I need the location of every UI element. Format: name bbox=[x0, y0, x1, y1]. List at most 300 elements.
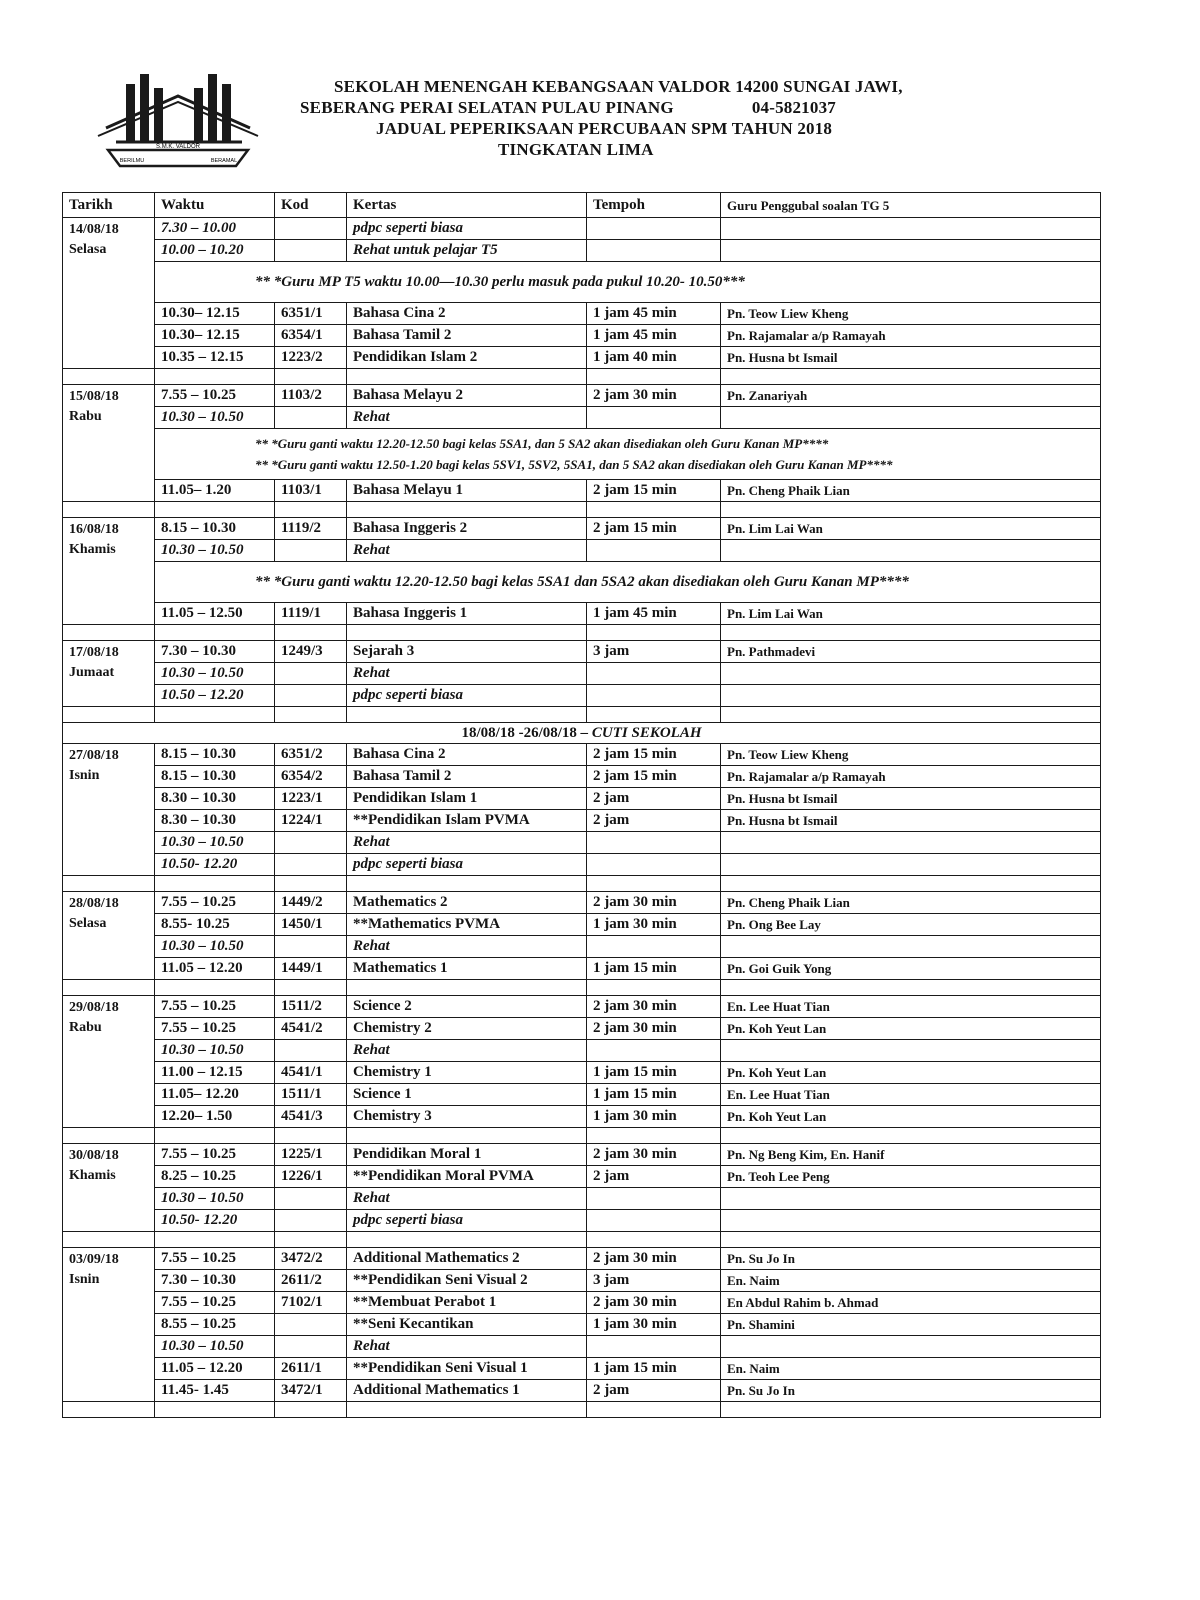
cell-tempoh: 1 jam 15 min bbox=[587, 1084, 721, 1106]
cell-tempoh: 2 jam 30 min bbox=[587, 385, 721, 407]
cell-kod: 4541/3 bbox=[275, 1106, 347, 1128]
cell-waktu: 7.30 – 10.00 bbox=[155, 218, 275, 240]
cell-waktu: 10.30 – 10.50 bbox=[155, 540, 275, 562]
cell-kod: 3472/2 bbox=[275, 1248, 347, 1270]
spacer-cell bbox=[721, 1128, 1101, 1144]
table-row bbox=[63, 480, 1101, 502]
cell-waktu: 8.55- 10.25 bbox=[155, 914, 275, 936]
table-row bbox=[63, 663, 1101, 685]
cell-kertas: Science 2 bbox=[347, 996, 587, 1018]
table-row bbox=[63, 788, 1101, 810]
exam-date: 27/08/18 bbox=[69, 748, 119, 763]
cell-tarikh bbox=[63, 744, 155, 876]
cell-tarikh bbox=[63, 218, 155, 369]
spacer-cell bbox=[721, 1402, 1101, 1418]
cell-guru: Pn. Teoh Lee Peng bbox=[721, 1166, 1101, 1188]
cell-kod: 1449/2 bbox=[275, 892, 347, 914]
spacer-cell bbox=[155, 502, 275, 518]
spacer-cell bbox=[587, 876, 721, 892]
cell-kertas: **Membuat Perabot 1 bbox=[347, 1292, 587, 1314]
spacer-cell bbox=[155, 1232, 275, 1248]
spacer-cell bbox=[155, 980, 275, 996]
cell-kertas: Additional Mathematics 1 bbox=[347, 1380, 587, 1402]
cell-tempoh: 2 jam 15 min bbox=[587, 766, 721, 788]
cell-tempoh bbox=[587, 663, 721, 685]
col-waktu: Waktu bbox=[155, 193, 275, 218]
spacer-cell bbox=[721, 502, 1101, 518]
spacer-cell bbox=[347, 707, 587, 723]
cell-kertas: Additional Mathematics 2 bbox=[347, 1248, 587, 1270]
cell-kertas: Mathematics 2 bbox=[347, 892, 587, 914]
spacer-cell bbox=[275, 502, 347, 518]
col-tempoh: Tempoh bbox=[587, 193, 721, 218]
spacer-cell bbox=[63, 625, 155, 641]
exam-date: 16/08/18 bbox=[69, 522, 119, 537]
cell-kod bbox=[275, 540, 347, 562]
spacer-cell bbox=[275, 707, 347, 723]
cell-kertas: Bahasa Cina 2 bbox=[347, 303, 587, 325]
cell-tempoh bbox=[587, 1336, 721, 1358]
exam-date: 28/08/18 bbox=[69, 896, 119, 911]
cell-waktu: 10.30 – 10.50 bbox=[155, 663, 275, 685]
spacer-cell bbox=[63, 1232, 155, 1248]
cell-waktu: 11.05 – 12.50 bbox=[155, 603, 275, 625]
cell-waktu: 11.00 – 12.15 bbox=[155, 1062, 275, 1084]
table-row bbox=[63, 1040, 1101, 1062]
cell-waktu: 10.50 – 12.20 bbox=[155, 685, 275, 707]
school-logo bbox=[96, 70, 260, 174]
cell-kod: 1450/1 bbox=[275, 914, 347, 936]
exam-day: Jumaat bbox=[69, 665, 115, 680]
cell-waktu: 8.30 – 10.30 bbox=[155, 788, 275, 810]
table-row bbox=[63, 641, 1101, 663]
cell-kod bbox=[275, 1314, 347, 1336]
table-row bbox=[63, 685, 1101, 707]
cell-kod bbox=[275, 936, 347, 958]
school-name: SEKOLAH MENENGAH KEBANGSAAN VALDOR 14200 SUNGAI JAWI, bbox=[334, 77, 903, 96]
spacer-cell bbox=[63, 1128, 155, 1144]
cell-tempoh bbox=[587, 854, 721, 876]
table-row bbox=[63, 892, 1101, 914]
table-row bbox=[63, 1314, 1101, 1336]
table-row bbox=[63, 854, 1101, 876]
cell-kod: 1449/1 bbox=[275, 958, 347, 980]
cell-guru bbox=[721, 218, 1101, 240]
cell-kertas: Bahasa Melayu 2 bbox=[347, 385, 587, 407]
cell-kertas: Chemistry 2 bbox=[347, 1018, 587, 1040]
cell-waktu: 10.30– 12.15 bbox=[155, 325, 275, 347]
cell-kertas: Rehat bbox=[347, 663, 587, 685]
spacer-cell bbox=[155, 625, 275, 641]
cell-waktu: 11.05 – 12.20 bbox=[155, 958, 275, 980]
spacer-cell bbox=[275, 1402, 347, 1418]
cell-kertas: Rehat bbox=[347, 1040, 587, 1062]
spacer-cell bbox=[721, 876, 1101, 892]
spacer-cell bbox=[63, 876, 155, 892]
cell-tempoh bbox=[587, 218, 721, 240]
spacer-row bbox=[63, 980, 1101, 996]
cell-tempoh: 1 jam 30 min bbox=[587, 914, 721, 936]
cell-tempoh: 2 jam 15 min bbox=[587, 480, 721, 502]
cell-waktu: 8.30 – 10.30 bbox=[155, 810, 275, 832]
note-row bbox=[63, 429, 1101, 480]
cell-waktu: 10.30 – 10.50 bbox=[155, 1336, 275, 1358]
table-row bbox=[63, 744, 1101, 766]
document-subtitle: TINGKATAN LIMA bbox=[498, 140, 654, 159]
cell-kod: 6351/1 bbox=[275, 303, 347, 325]
spacer-cell bbox=[587, 1402, 721, 1418]
cell-kod bbox=[275, 240, 347, 262]
cell-waktu: 7.55 – 10.25 bbox=[155, 1248, 275, 1270]
table-row bbox=[63, 347, 1101, 369]
cell-kertas: Pendidikan Islam 1 bbox=[347, 788, 587, 810]
spacer-cell bbox=[275, 876, 347, 892]
cell-kertas: pdpc seperti biasa bbox=[347, 854, 587, 876]
table-row bbox=[63, 1144, 1101, 1166]
cell-kod bbox=[275, 685, 347, 707]
cell-kod: 1511/1 bbox=[275, 1084, 347, 1106]
school-address: SEBERANG PERAI SELATAN PULAU PINANG 04-5821037 bbox=[300, 98, 836, 117]
school-phone: 04-5821037 bbox=[751, 98, 836, 117]
cell-kertas: pdpc seperti biasa bbox=[347, 218, 587, 240]
table-row bbox=[63, 540, 1101, 562]
table-row bbox=[63, 1018, 1101, 1040]
cell-kertas: Bahasa Cina 2 bbox=[347, 744, 587, 766]
cell-tempoh: 1 jam 15 min bbox=[587, 1358, 721, 1380]
table-row bbox=[63, 1188, 1101, 1210]
cell-guru: Pn. Teow Liew Kheng bbox=[721, 744, 1101, 766]
note-row bbox=[63, 562, 1101, 603]
exam-date: 14/08/18 bbox=[69, 222, 119, 237]
spacer-cell bbox=[347, 625, 587, 641]
cell-guru bbox=[721, 1188, 1101, 1210]
table-row bbox=[63, 325, 1101, 347]
spacer-cell bbox=[347, 876, 587, 892]
cell-kertas: **Pendidikan Seni Visual 1 bbox=[347, 1358, 587, 1380]
spacer-cell bbox=[275, 369, 347, 385]
holiday-label: – CUTI SEKOLAH bbox=[580, 724, 702, 741]
table-row bbox=[63, 1358, 1101, 1380]
cell-guru: Pn. Husna bt Ismail bbox=[721, 788, 1101, 810]
exam-date: 30/08/18 bbox=[69, 1148, 119, 1163]
cell-kertas: **Pendidikan Seni Visual 2 bbox=[347, 1270, 587, 1292]
header-row bbox=[63, 193, 1101, 218]
cell-kertas: Pendidikan Moral 1 bbox=[347, 1144, 587, 1166]
cell-waktu: 7.55 – 10.25 bbox=[155, 996, 275, 1018]
col-tarikh: Tarikh bbox=[63, 193, 155, 218]
cell-waktu: 7.55 – 10.25 bbox=[155, 1292, 275, 1314]
table-row bbox=[63, 1292, 1101, 1314]
cell-waktu: 7.55 – 10.25 bbox=[155, 385, 275, 407]
spacer-cell bbox=[347, 369, 587, 385]
note-text: ** *Guru ganti waktu 12.20-12.50 bagi kelas 5SA1 dan 5SA2 akan disediakan oleh Guru Kanan MP**** bbox=[155, 562, 1101, 603]
exam-day: Rabu bbox=[69, 409, 102, 424]
spacer-row bbox=[63, 707, 1101, 723]
table-row bbox=[63, 914, 1101, 936]
cell-guru: En. Naim bbox=[721, 1358, 1101, 1380]
exam-day: Khamis bbox=[69, 542, 116, 557]
col-kertas: Kertas bbox=[347, 193, 587, 218]
cell-kod: 1223/2 bbox=[275, 347, 347, 369]
cell-waktu: 10.00 – 10.20 bbox=[155, 240, 275, 262]
spacer-cell bbox=[347, 1402, 587, 1418]
cell-waktu: 10.50- 12.20 bbox=[155, 1210, 275, 1232]
cell-kertas: pdpc seperti biasa bbox=[347, 1210, 587, 1232]
cell-tempoh: 3 jam bbox=[587, 1270, 721, 1292]
table-row bbox=[63, 385, 1101, 407]
cell-guru: En. Lee Huat Tian bbox=[721, 996, 1101, 1018]
holiday-text bbox=[63, 723, 1101, 744]
cell-tempoh: 2 jam bbox=[587, 1380, 721, 1402]
cell-waktu: 10.50- 12.20 bbox=[155, 854, 275, 876]
cell-tempoh: 1 jam 30 min bbox=[587, 1314, 721, 1336]
spacer-cell bbox=[587, 369, 721, 385]
cell-guru: Pn. Koh Yeut Lan bbox=[721, 1018, 1101, 1040]
cell-guru: En. Lee Huat Tian bbox=[721, 1084, 1101, 1106]
cell-guru: En Abdul Rahim b. Ahmad bbox=[721, 1292, 1101, 1314]
cell-kertas: Rehat bbox=[347, 407, 587, 429]
cell-guru bbox=[721, 407, 1101, 429]
table-row bbox=[63, 240, 1101, 262]
cell-tempoh bbox=[587, 240, 721, 262]
exam-day: Isnin bbox=[69, 768, 100, 783]
cell-tempoh bbox=[587, 407, 721, 429]
cell-tempoh: 2 jam bbox=[587, 810, 721, 832]
cell-guru: Pn. Ong Bee Lay bbox=[721, 914, 1101, 936]
col-kod: Kod bbox=[275, 193, 347, 218]
cell-kertas: Chemistry 1 bbox=[347, 1062, 587, 1084]
cell-kod bbox=[275, 1188, 347, 1210]
cell-tarikh bbox=[63, 641, 155, 707]
table-row bbox=[63, 218, 1101, 240]
spacer-cell bbox=[63, 1402, 155, 1418]
spacer-cell bbox=[275, 980, 347, 996]
cell-tempoh: 2 jam 15 min bbox=[587, 744, 721, 766]
cell-waktu: 12.20– 1.50 bbox=[155, 1106, 275, 1128]
cell-kertas: **Pendidikan Moral PVMA bbox=[347, 1166, 587, 1188]
spacer-cell bbox=[155, 1128, 275, 1144]
cell-kod: 1226/1 bbox=[275, 1166, 347, 1188]
cell-guru: En. Naim bbox=[721, 1270, 1101, 1292]
cell-tempoh: 2 jam 30 min bbox=[587, 1144, 721, 1166]
cell-tempoh: 2 jam bbox=[587, 1166, 721, 1188]
cell-kertas: Science 1 bbox=[347, 1084, 587, 1106]
cell-guru: Pn. Ng Beng Kim, En. Hanif bbox=[721, 1144, 1101, 1166]
table-row bbox=[63, 832, 1101, 854]
spacer-cell bbox=[721, 707, 1101, 723]
spacer-cell bbox=[587, 625, 721, 641]
cell-tempoh: 2 jam 30 min bbox=[587, 892, 721, 914]
cell-kertas: Rehat bbox=[347, 1336, 587, 1358]
cell-waktu: 7.30 – 10.30 bbox=[155, 1270, 275, 1292]
table-row bbox=[63, 1248, 1101, 1270]
cell-guru: Pn. Zanariyah bbox=[721, 385, 1101, 407]
spacer-row bbox=[63, 1232, 1101, 1248]
cell-waktu: 10.30 – 10.50 bbox=[155, 1040, 275, 1062]
exam-day: Isnin bbox=[69, 1272, 100, 1287]
spacer-cell bbox=[63, 707, 155, 723]
cell-kertas: Rehat bbox=[347, 540, 587, 562]
cell-kod bbox=[275, 1040, 347, 1062]
cell-guru: Pn. Rajamalar a/p Ramayah bbox=[721, 325, 1101, 347]
cell-kertas: **Seni Kecantikan bbox=[347, 1314, 587, 1336]
table-row bbox=[63, 1062, 1101, 1084]
note-text bbox=[155, 429, 1101, 480]
cell-kertas: pdpc seperti biasa bbox=[347, 685, 587, 707]
cell-tempoh: 2 jam 30 min bbox=[587, 1248, 721, 1270]
cell-kod bbox=[275, 854, 347, 876]
table-row bbox=[63, 1166, 1101, 1188]
spacer-cell bbox=[155, 707, 275, 723]
svg-text:BERAMAL: BERAMAL bbox=[210, 158, 238, 164]
spacer-cell bbox=[63, 369, 155, 385]
cell-kod: 2611/1 bbox=[275, 1358, 347, 1380]
table-row bbox=[63, 1380, 1101, 1402]
cell-guru bbox=[721, 1336, 1101, 1358]
cell-kod: 6351/2 bbox=[275, 744, 347, 766]
spacer-cell bbox=[275, 1128, 347, 1144]
cell-guru: Pn. Husna bt Ismail bbox=[721, 347, 1101, 369]
cell-tempoh bbox=[587, 540, 721, 562]
cell-waktu: 11.05– 12.20 bbox=[155, 1084, 275, 1106]
spacer-cell bbox=[155, 876, 275, 892]
cell-tempoh: 1 jam 15 min bbox=[587, 1062, 721, 1084]
cell-tempoh bbox=[587, 1040, 721, 1062]
spacer-row bbox=[63, 1128, 1101, 1144]
cell-guru: Pn. Teow Liew Kheng bbox=[721, 303, 1101, 325]
spacer-cell bbox=[347, 1232, 587, 1248]
note-row bbox=[63, 262, 1101, 303]
spacer-cell bbox=[587, 502, 721, 518]
spacer-cell bbox=[587, 1232, 721, 1248]
cell-tempoh: 1 jam 45 min bbox=[587, 325, 721, 347]
cell-kertas: Sejarah 3 bbox=[347, 641, 587, 663]
cell-kod: 1223/1 bbox=[275, 788, 347, 810]
table-row bbox=[63, 1336, 1101, 1358]
exam-date: 15/08/18 bbox=[69, 389, 119, 404]
spacer-cell bbox=[347, 980, 587, 996]
cell-guru bbox=[721, 663, 1101, 685]
cell-tempoh bbox=[587, 1188, 721, 1210]
cell-waktu: 10.30 – 10.50 bbox=[155, 1188, 275, 1210]
cell-guru: Pn. Lim Lai Wan bbox=[721, 518, 1101, 540]
cell-guru bbox=[721, 832, 1101, 854]
exam-date: 29/08/18 bbox=[69, 1000, 119, 1015]
cell-guru: Pn. Lim Lai Wan bbox=[721, 603, 1101, 625]
cell-tarikh bbox=[63, 1248, 155, 1402]
svg-text:S.M.K. VALDOR: S.M.K. VALDOR bbox=[156, 144, 200, 150]
cell-tarikh bbox=[63, 385, 155, 502]
spacer-cell bbox=[275, 625, 347, 641]
cell-kod: 3472/1 bbox=[275, 1380, 347, 1402]
holiday-row bbox=[63, 723, 1101, 744]
cell-waktu: 10.30 – 10.50 bbox=[155, 407, 275, 429]
spacer-cell bbox=[155, 1402, 275, 1418]
cell-kod: 1249/3 bbox=[275, 641, 347, 663]
note-line: ** *Guru ganti waktu 12.20-12.50 bagi kelas 5SA1, dan 5 SA2 akan disediakan oleh Guru Kanan MP**** bbox=[255, 436, 829, 451]
cell-waktu: 8.15 – 10.30 bbox=[155, 744, 275, 766]
cell-tempoh: 1 jam 45 min bbox=[587, 303, 721, 325]
table-row bbox=[63, 1270, 1101, 1292]
spacer-cell bbox=[721, 369, 1101, 385]
cell-guru: Pn. Pathmadevi bbox=[721, 641, 1101, 663]
cell-kod: 1511/2 bbox=[275, 996, 347, 1018]
cell-kod bbox=[275, 218, 347, 240]
cell-guru: Pn. Cheng Phaik Lian bbox=[721, 480, 1101, 502]
table-row bbox=[63, 1210, 1101, 1232]
spacer-cell bbox=[587, 1128, 721, 1144]
exam-date: 03/09/18 bbox=[69, 1252, 119, 1267]
cell-guru bbox=[721, 240, 1101, 262]
cell-kertas: **Mathematics PVMA bbox=[347, 914, 587, 936]
cell-guru: Pn. Rajamalar a/p Ramayah bbox=[721, 766, 1101, 788]
cell-kertas: Bahasa Melayu 1 bbox=[347, 480, 587, 502]
cell-guru: Pn. Cheng Phaik Lian bbox=[721, 892, 1101, 914]
cell-tempoh: 2 jam 30 min bbox=[587, 1018, 721, 1040]
cell-guru bbox=[721, 540, 1101, 562]
cell-guru: Pn. Goi Guik Yong bbox=[721, 958, 1101, 980]
exam-day: Selasa bbox=[69, 242, 107, 257]
cell-kod: 1103/2 bbox=[275, 385, 347, 407]
cell-kod bbox=[275, 1336, 347, 1358]
table-row bbox=[63, 996, 1101, 1018]
cell-kod bbox=[275, 663, 347, 685]
cell-tempoh bbox=[587, 685, 721, 707]
spacer-cell bbox=[275, 1232, 347, 1248]
cell-kod: 4541/1 bbox=[275, 1062, 347, 1084]
cell-guru bbox=[721, 1040, 1101, 1062]
spacer-cell bbox=[587, 707, 721, 723]
document-title: JADUAL PEPERIKSAAN PERCUBAAN SPM TAHUN 2018 bbox=[376, 119, 833, 138]
cell-kod: 1119/2 bbox=[275, 518, 347, 540]
spacer-row bbox=[63, 1402, 1101, 1418]
cell-waktu: 10.35 – 12.15 bbox=[155, 347, 275, 369]
cell-kertas: **Pendidikan Islam PVMA bbox=[347, 810, 587, 832]
cell-kod: 1103/1 bbox=[275, 480, 347, 502]
cell-kertas: Bahasa Tamil 2 bbox=[347, 766, 587, 788]
table-row bbox=[63, 407, 1101, 429]
cell-waktu: 11.05– 1.20 bbox=[155, 480, 275, 502]
cell-guru: Pn. Husna bt Ismail bbox=[721, 810, 1101, 832]
cell-tempoh bbox=[587, 832, 721, 854]
cell-guru bbox=[721, 854, 1101, 876]
cell-waktu: 7.55 – 10.25 bbox=[155, 1018, 275, 1040]
note-line: ** *Guru ganti waktu 12.50-1.20 bagi kelas 5SV1, 5SV2, 5SA1, dan 5 SA2 akan disediakan oleh Guru Kanan MP**** bbox=[255, 457, 893, 472]
cell-kod: 2611/2 bbox=[275, 1270, 347, 1292]
cell-waktu: 11.45- 1.45 bbox=[155, 1380, 275, 1402]
table-row bbox=[63, 766, 1101, 788]
spacer-row bbox=[63, 369, 1101, 385]
cell-kod: 4541/2 bbox=[275, 1018, 347, 1040]
cell-kod: 1224/1 bbox=[275, 810, 347, 832]
cell-kertas: Rehat untuk pelajar T5 bbox=[347, 240, 587, 262]
table-row bbox=[63, 1106, 1101, 1128]
table-row bbox=[63, 603, 1101, 625]
note-text: ** *Guru MP T5 waktu 10.00—10.30 perlu masuk pada pukul 10.20- 10.50*** bbox=[155, 262, 1101, 303]
cell-waktu: 7.55 – 10.25 bbox=[155, 1144, 275, 1166]
cell-kertas: Mathematics 1 bbox=[347, 958, 587, 980]
document-header bbox=[290, 76, 1010, 160]
cell-tarikh bbox=[63, 892, 155, 980]
cell-tempoh: 2 jam 30 min bbox=[587, 1292, 721, 1314]
col-guru: Guru Penggubal soalan TG 5 bbox=[721, 193, 1101, 218]
cell-waktu: 8.25 – 10.25 bbox=[155, 1166, 275, 1188]
cell-kod bbox=[275, 407, 347, 429]
cell-kertas: Bahasa Inggeris 2 bbox=[347, 518, 587, 540]
table-row bbox=[63, 303, 1101, 325]
cell-tempoh: 1 jam 15 min bbox=[587, 958, 721, 980]
exam-day: Selasa bbox=[69, 916, 107, 931]
